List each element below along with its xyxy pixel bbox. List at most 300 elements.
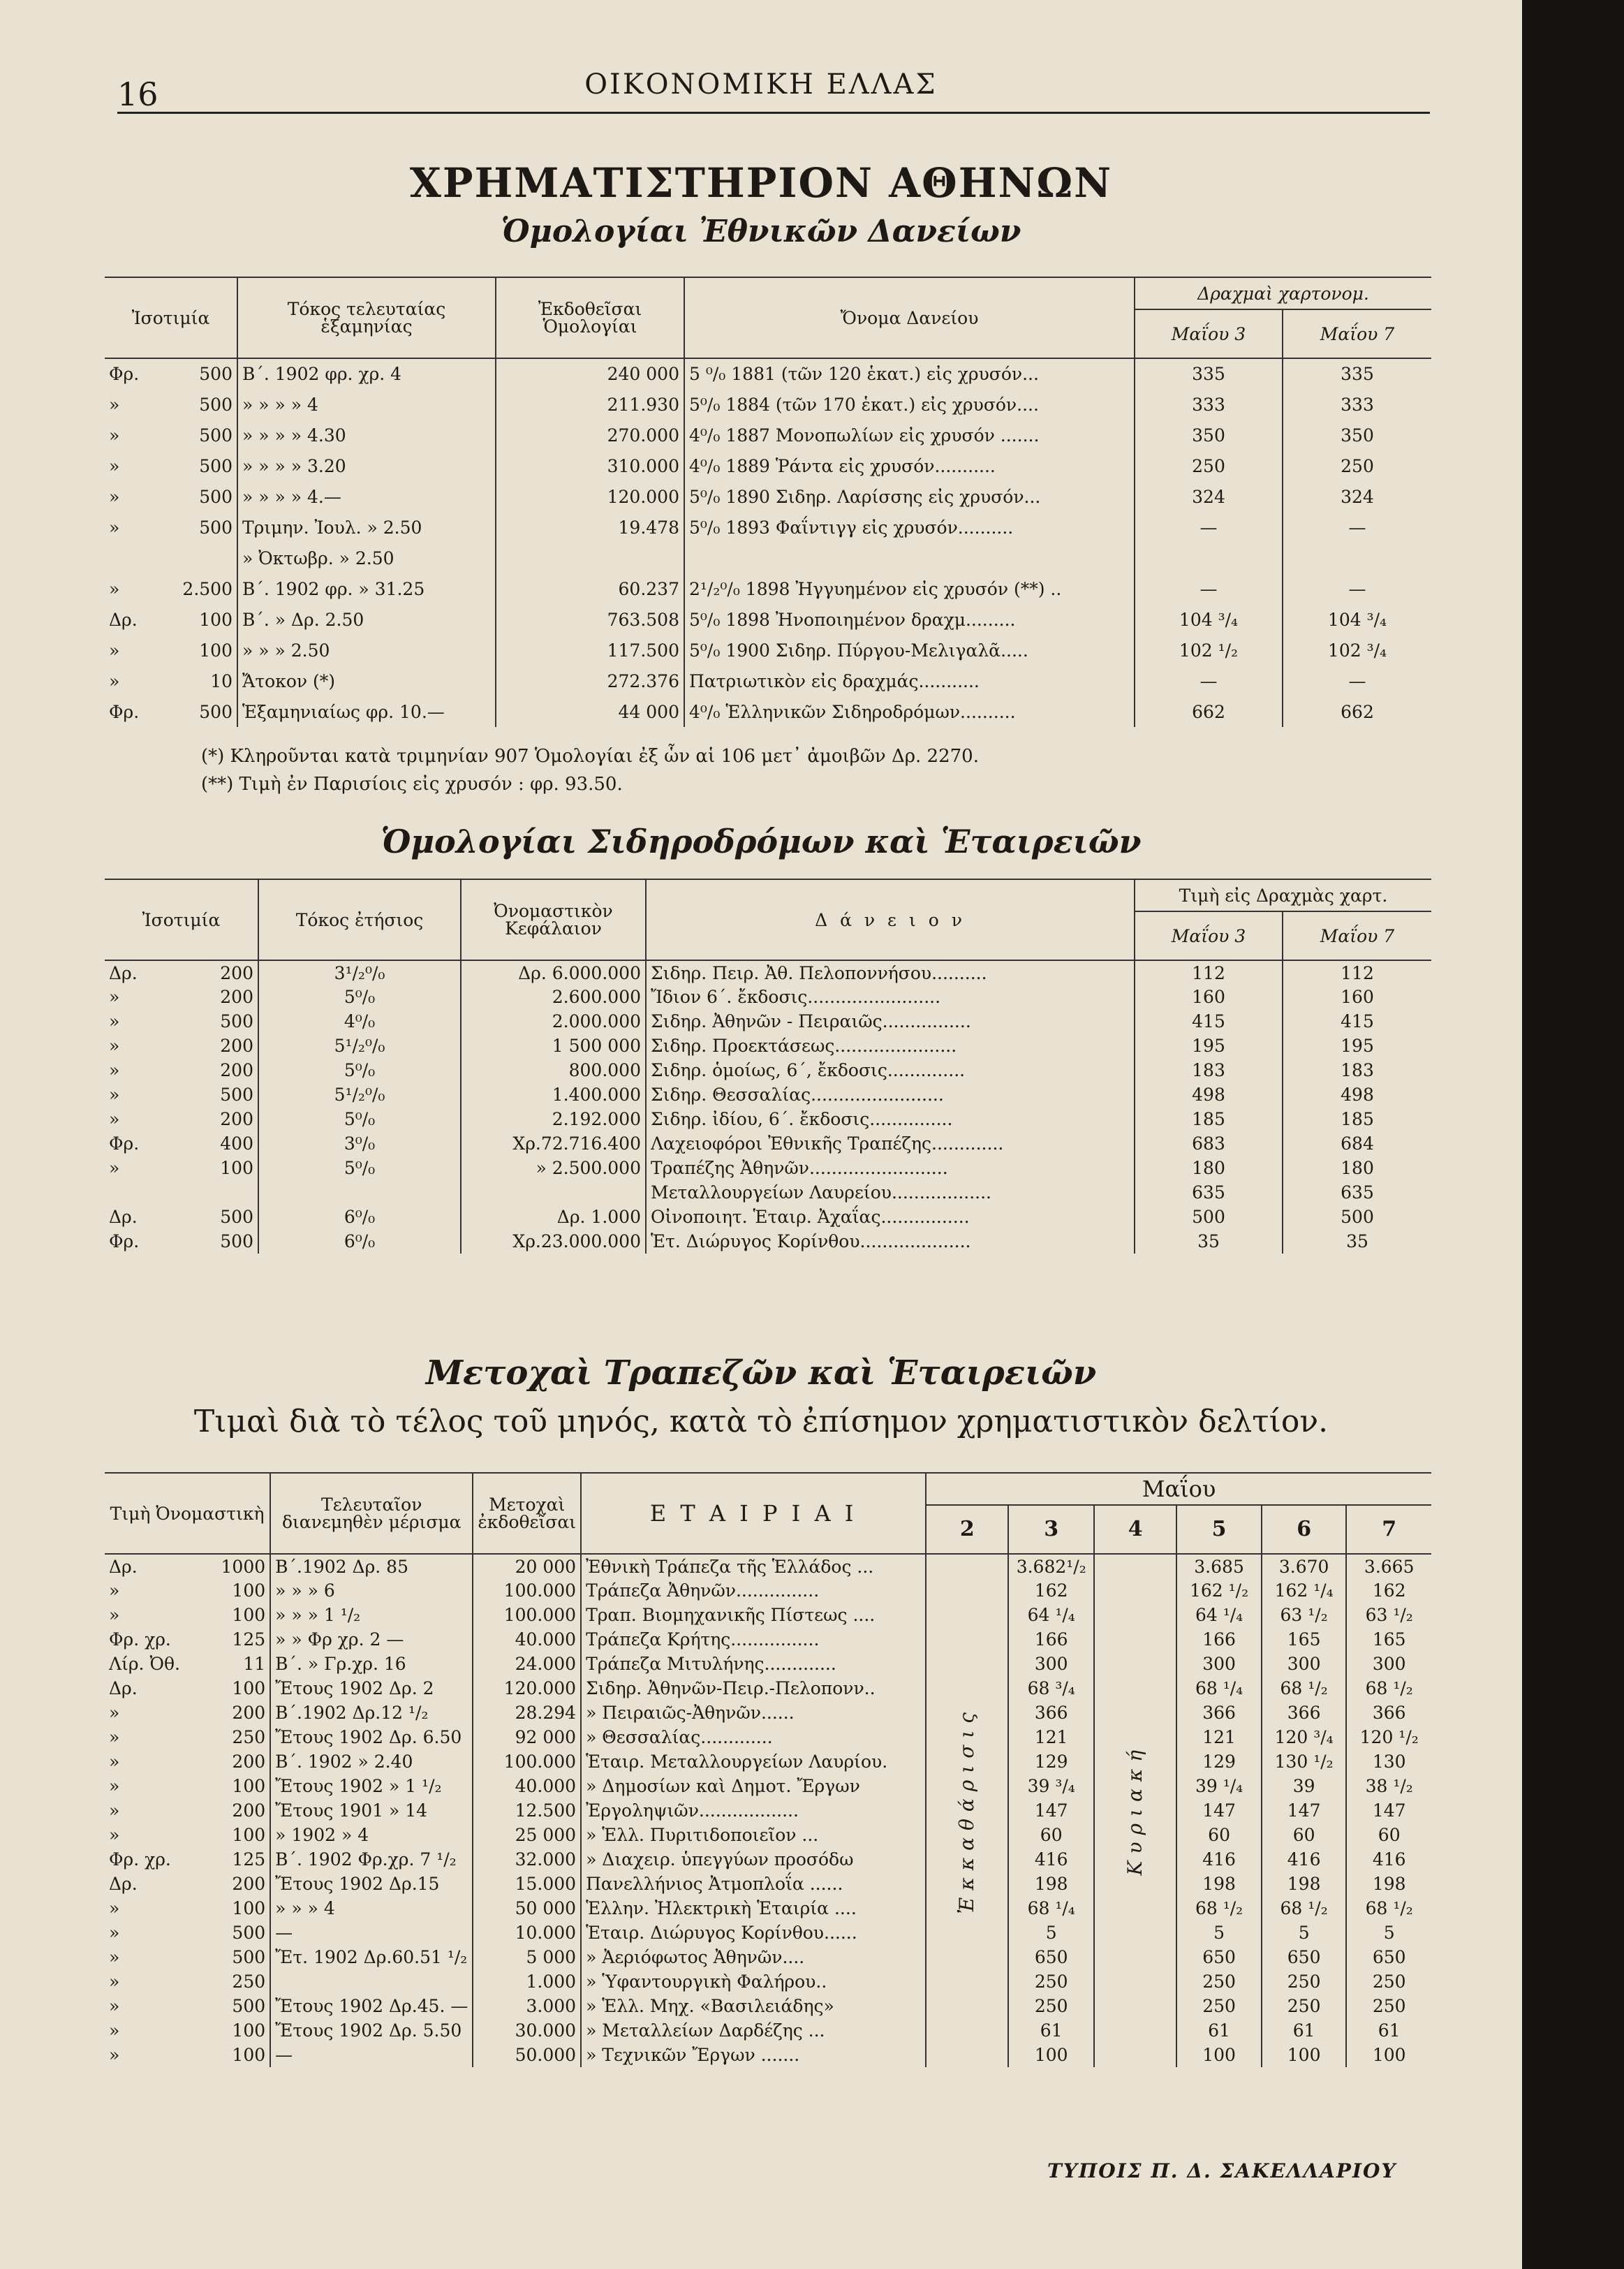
nominal-cell: 250 (205, 1969, 270, 1994)
currency-cell: Δρ. (109, 1874, 138, 1894)
capital-cell (461, 1180, 646, 1205)
header-rule (117, 112, 1430, 114)
company-cell: » Ἑλλ. Πυριτιδοποιεῖον ... (581, 1823, 926, 1847)
price-may-7-cell: 415 (1341, 1011, 1374, 1031)
footnote-2: (**) Τιμὴ ἐν Παρισίοις εἰς χρυσόν : φρ. 93.50. (201, 774, 623, 795)
dividend-cell (270, 1969, 473, 1994)
printer-imprint: ΤΥΠΟΙΣ Π. Δ. ΣΑΚΕΛΛΑΡΙΟΥ (1047, 2159, 1397, 2182)
dividend-cell: — (270, 1921, 473, 1945)
col-issued: Ἐκδοθεῖσαι Ὁμολογίαι (496, 277, 684, 358)
price-may-3-cell: 121 (1008, 1725, 1093, 1749)
price-may-7-cell: 130 (1372, 1752, 1406, 1772)
loan-name-cell: 2¹/₂⁰/₀ 1898 Ἠγγυημένον εἰς χρυσόν (**) .. (684, 573, 1135, 604)
price-may-5-cell: 366 (1176, 1701, 1262, 1725)
currency-cell: Δρ. (109, 1678, 138, 1698)
col-shares: Μετοχαὶ ἐκδοθεῖσαι (473, 1473, 581, 1554)
price-may-7-cell: 500 (1341, 1207, 1374, 1227)
price-may-6-cell: 650 (1262, 1945, 1347, 1969)
shares-subtitle: Τιμαὶ διὰ τὸ τέλος τοῦ μηνός, κατὰ τὸ ἐπίσημον χρηματιστικὸν δελτίον. (193, 1404, 1329, 1439)
nominal-cell: 500 (205, 1921, 270, 1945)
may-2-settlement-label: Ἐκκαθάρισις (955, 1705, 979, 1914)
capital-cell: » 2.500.000 (461, 1156, 646, 1180)
loan-name-cell: 4⁰/₀ 1889 Ῥάντα εἰς χρυσόν........... (684, 450, 1135, 481)
table-row (105, 1107, 1431, 1131)
shares-cell: 32.000 (473, 1847, 581, 1872)
shares-cell: 1.000 (473, 1969, 581, 1994)
company-cell: Τράπεζα Κρήτης................ (581, 1627, 926, 1652)
price-may-3-cell: 3.682¹/₂ (1008, 1554, 1093, 1578)
may-2-settlement (926, 1554, 1008, 2067)
price-may-3-cell: 60 (1008, 1823, 1093, 1847)
par-cell: 500 (171, 1229, 258, 1254)
loan-cell: Σιδηρ. Ἀθηνῶν - Πειραιῶς................ (646, 1009, 1135, 1034)
col-date-1: Μαΐου 3 (1135, 309, 1283, 358)
price-may-3-cell: 61 (1008, 2018, 1093, 2043)
table-row (105, 1701, 1431, 1725)
company-cell: Τράπεζα Ἀθηνῶν............... (581, 1578, 926, 1603)
currency-cell: » (109, 394, 120, 415)
price-may-3-cell: 102 ¹/₂ (1135, 635, 1283, 666)
table-row (105, 450, 1431, 481)
issued-cell: 44 000 (496, 696, 684, 727)
price-may-7-cell: 183 (1341, 1060, 1374, 1080)
issued-cell: 211.930 (496, 389, 684, 420)
page-number: 16 (117, 75, 158, 113)
table-row (105, 358, 1431, 389)
nominal-cell: 125 (205, 1847, 270, 1872)
company-cell: » Τεχνικῶν Ἔργων ....... (581, 2043, 926, 2067)
price-may-6-cell: 130 ¹/₂ (1262, 1749, 1347, 1774)
par-cell: 500 (171, 1205, 258, 1229)
dividend-cell: » » » 4 (270, 1896, 473, 1921)
currency-cell: Φρ. (109, 364, 140, 384)
loan-cell: Μεταλλουργείων Λαυρείου.................. (646, 1180, 1135, 1205)
company-cell: Πανελλήνιος Ἀτμοπλοΐα ...... (581, 1872, 926, 1896)
table-row (105, 1847, 1431, 1872)
par-cell: 2.500 (168, 573, 237, 604)
currency-cell: Φρ. χρ. (109, 1629, 171, 1650)
loan-cell: Οἰνοποιητ. Ἑταιρ. Ἀχαΐας................ (646, 1205, 1135, 1229)
shares-cell: 20 000 (473, 1554, 581, 1578)
loan-cell: Ἴδιον 6΄. ἔκδοσις........................ (646, 985, 1135, 1009)
col-day-4: 4 (1094, 1505, 1176, 1554)
issued-cell: 19.478 (496, 512, 684, 543)
table-row (105, 1554, 1431, 1578)
shares-cell: 100.000 (473, 1603, 581, 1627)
table-row (105, 1627, 1431, 1652)
price-may-3-cell: 635 (1135, 1180, 1283, 1205)
par-cell: 500 (168, 512, 237, 543)
price-may-3-cell: 300 (1008, 1652, 1093, 1676)
table-row (105, 1798, 1431, 1823)
table-row (105, 1180, 1431, 1205)
col-coupon: Τόκος ἐτήσιος (258, 879, 461, 960)
coupon-cell (258, 1180, 461, 1205)
page-edge-shadow (1522, 0, 1624, 2269)
may-4-sunday (1094, 1554, 1176, 2067)
table-row (105, 1603, 1431, 1627)
coupon-cell: 5¹/₂⁰/₀ (258, 1082, 461, 1107)
loan-name-cell: 5⁰/₀ 1900 Σιδηρ. Πύργου-Μελιγαλᾶ..... (684, 635, 1135, 666)
capital-cell: 2.600.000 (461, 985, 646, 1009)
price-may-3-cell: 160 (1135, 985, 1283, 1009)
nominal-cell: 100 (205, 1676, 270, 1701)
table-row (105, 543, 1431, 573)
company-cell: » Διαχειρ. ὑπεγγύων προσόδω (581, 1847, 926, 1872)
loan-name-cell: 5⁰/₀ 1884 (τῶν 170 ἑκατ.) εἰς χρυσόν.... (684, 389, 1135, 420)
price-may-3-cell: 5 (1008, 1921, 1093, 1945)
currency-cell: » (109, 517, 120, 538)
price-may-3-cell: 64 ¹/₄ (1008, 1603, 1093, 1627)
price-may-3-cell: 39 ³/₄ (1008, 1774, 1093, 1798)
price-may-3-cell: 198 (1008, 1872, 1093, 1896)
price-may-5-cell: 147 (1176, 1798, 1262, 1823)
price-may-3-cell: 162 (1008, 1578, 1093, 1603)
col-loan: Δ ά ν ε ι ο ν (646, 879, 1135, 960)
currency-cell: Δρ. (109, 1556, 138, 1577)
nominal-cell: 200 (205, 1701, 270, 1725)
price-may-5-cell: 416 (1176, 1847, 1262, 1872)
price-may-5-cell: 5 (1176, 1921, 1262, 1945)
table-row (105, 1578, 1431, 1603)
price-may-6-cell: 162 ¹/₄ (1262, 1578, 1347, 1603)
issued-cell: 270.000 (496, 420, 684, 450)
capital-cell: Δρ. 1.000 (461, 1205, 646, 1229)
price-may-5-cell: 300 (1176, 1652, 1262, 1676)
currency-cell: » (109, 1800, 120, 1821)
currency-cell: » (109, 1923, 120, 1943)
price-may-6-cell: 68 ¹/₂ (1262, 1676, 1347, 1701)
table-row (105, 1774, 1431, 1798)
price-may-5-cell: 166 (1176, 1627, 1262, 1652)
dividend-cell: Ἔτους 1902 Δρ. 5.50 (270, 2018, 473, 2043)
coupon-cell: 5⁰/₀ (258, 985, 461, 1009)
price-may-7-cell: — (1348, 578, 1366, 599)
loan-name-cell: 5⁰/₀ 1898 Ἠνοποιημένον δραχμ......... (684, 604, 1135, 635)
price-may-7-cell: 333 (1341, 394, 1374, 415)
issued-cell: 117.500 (496, 635, 684, 666)
company-cell: Τραπ. Βιομηχανικῆς Πίστεως .... (581, 1603, 926, 1627)
table-row (105, 604, 1431, 635)
currency-cell: » (109, 1752, 120, 1772)
col-group-prices: Δραχμαὶ χαρτονομ. (1135, 277, 1431, 309)
table-row (105, 666, 1431, 696)
price-may-3-cell: 415 (1135, 1009, 1283, 1034)
col-day-5: 5 (1176, 1505, 1262, 1554)
table-row (105, 1676, 1431, 1701)
table-row (105, 1969, 1431, 1994)
issued-cell (496, 543, 684, 573)
loan-cell: Λαχειοφόροι Ἐθνικῆς Τραπέζης............. (646, 1131, 1135, 1156)
dividend-cell: Ἔτ. 1902 Δρ.60.51 ¹/₂ (270, 1945, 473, 1969)
table-row (105, 1082, 1431, 1107)
price-may-7-cell: — (1348, 517, 1366, 538)
national-loans-table (105, 277, 1431, 727)
national-loans-heading: Ὁμολογίαι Ἐθνικῶν Δανείων (501, 214, 1021, 249)
loan-cell: Τραπέζης Ἀθηνῶν......................... (646, 1156, 1135, 1180)
col-par: Ἰσοτιμία (105, 277, 237, 358)
coupon-cell: 3⁰/₀ (258, 1131, 461, 1156)
nominal-cell: 500 (205, 1994, 270, 2018)
price-may-7-cell: 635 (1341, 1182, 1374, 1203)
col-par: Ἰσοτιμία (105, 879, 258, 960)
company-cell: » Θεσσαλίας............. (581, 1725, 926, 1749)
table-row (105, 696, 1431, 727)
price-may-7-cell: 250 (1372, 1971, 1406, 1992)
price-may-7-cell: 198 (1372, 1874, 1406, 1894)
company-cell: Τράπεζα Μιτυλήνης............. (581, 1652, 926, 1676)
shares-heading: Μετοχαὶ Τραπεζῶν καὶ Ἑταιρειῶν (425, 1353, 1097, 1393)
loan-cell: Σιδηρ. Θεσσαλίας........................ (646, 1082, 1135, 1107)
company-cell: » Ἑλλ. Μηχ. «Βασιλειάδης» (581, 1994, 926, 2018)
price-may-6-cell: 416 (1262, 1847, 1347, 1872)
price-may-7-cell: 102 ³/₄ (1327, 640, 1387, 661)
price-may-7-cell: 120 ¹/₂ (1359, 1727, 1419, 1747)
currency-cell: Δρ. (109, 962, 138, 983)
price-may-5-cell: 61 (1176, 2018, 1262, 2043)
nominal-cell: 100 (205, 2043, 270, 2067)
exchange-title: ΧΡΗΜΑΤΙΣΤΗΡΙΟΝ ΑΘΗΝΩΝ (409, 159, 1113, 207)
price-may-3-cell: 250 (1008, 1969, 1093, 1994)
loan-cell: Σιδηρ. ὁμοίως, 6΄, ἔκδοσις.............. (646, 1058, 1135, 1082)
price-may-7-cell: 162 (1372, 1580, 1406, 1601)
price-may-3-cell: 250 (1008, 1994, 1093, 2018)
currency-cell: » (109, 1109, 120, 1129)
nominal-cell: 11 (205, 1652, 270, 1676)
price-may-7-cell: 684 (1341, 1133, 1374, 1154)
coupon-cell: Τριμην. Ἰουλ. » 2.50 (237, 512, 496, 543)
price-may-3-cell: 195 (1135, 1034, 1283, 1058)
par-cell: 200 (171, 960, 258, 985)
capital-cell: 800.000 (461, 1058, 646, 1082)
company-cell: Ἐργοληψιῶν.................. (581, 1798, 926, 1823)
par-cell: 500 (168, 481, 237, 512)
nominal-cell: 100 (205, 2018, 270, 2043)
running-title: ΟΙΚΟΝΟΜΙΚΗ ΕΛΛΑΣ (584, 68, 938, 101)
shares-cell: 120.000 (473, 1676, 581, 1701)
price-may-6-cell: 366 (1262, 1701, 1347, 1725)
price-may-3-cell: 416 (1008, 1847, 1093, 1872)
dividend-cell: Β΄. » Γρ.χρ. 16 (270, 1652, 473, 1676)
shares-cell: 100.000 (473, 1578, 581, 1603)
loan-name-cell: 4⁰/₀ Ἑλληνικῶν Σιδηροδρόμων.......... (684, 696, 1135, 727)
coupon-cell: 6⁰/₀ (258, 1205, 461, 1229)
col-day-7: 7 (1346, 1505, 1431, 1554)
nominal-cell: 200 (205, 1872, 270, 1896)
currency-cell: » (109, 640, 120, 661)
railway-bonds-heading: Ὁμολογίαι Σιδηροδρόμων καὶ Ἑταιρειῶν (381, 823, 1142, 860)
dividend-cell: Β΄. 1902 » 2.40 (270, 1749, 473, 1774)
price-may-5-cell: 250 (1176, 1969, 1262, 1994)
currency-cell: » (109, 2020, 120, 2041)
capital-cell: 2.000.000 (461, 1009, 646, 1034)
price-may-6-cell: 61 (1262, 2018, 1347, 2043)
dividend-cell: Ἔτους 1902 » 1 ¹/₂ (270, 1774, 473, 1798)
shares-cell: 50.000 (473, 2043, 581, 2067)
par-cell (168, 543, 237, 573)
table-row (105, 1749, 1431, 1774)
par-cell: 500 (171, 1009, 258, 1034)
table-row (105, 2043, 1431, 2067)
currency-cell (105, 543, 168, 573)
price-may-7-cell: 195 (1341, 1036, 1374, 1056)
may-4-sunday-label: Κυριακή (1123, 1743, 1147, 1876)
price-may-7-cell: 160 (1341, 987, 1374, 1007)
currency-cell: » (109, 1947, 120, 1967)
dividend-cell: » » » 1 ¹/₂ (270, 1603, 473, 1627)
coupon-cell: Ἑξαμηνιαίως φρ. 10.— (237, 696, 496, 727)
currency-cell: » (109, 1971, 120, 1992)
shares-cell: 3.000 (473, 1994, 581, 2018)
price-may-7-cell: 662 (1341, 701, 1374, 722)
currency-cell: Φρ. (109, 1133, 140, 1154)
dividend-cell: » 1902 » 4 (270, 1823, 473, 1847)
price-may-7-cell: 165 (1372, 1629, 1406, 1650)
price-may-6-cell: 165 (1262, 1627, 1347, 1652)
col-day-6: 6 (1262, 1505, 1347, 1554)
par-cell: 500 (168, 420, 237, 450)
capital-cell: 1.400.000 (461, 1082, 646, 1107)
table-row (105, 2018, 1431, 2043)
table-row (105, 1896, 1431, 1921)
dividend-cell: Β΄.1902 Δρ. 85 (270, 1554, 473, 1578)
currency-cell: » (109, 1158, 120, 1178)
col-dividend: Τελευταῖον διανεμηθὲν μέρισμα (270, 1473, 473, 1554)
coupon-cell: 5¹/₂⁰/₀ (258, 1034, 461, 1058)
price-may-3-cell: 324 (1135, 481, 1283, 512)
currency-cell: » (109, 1085, 120, 1105)
price-may-7-cell: 38 ¹/₂ (1365, 1776, 1413, 1796)
coupon-cell: 5⁰/₀ (258, 1107, 461, 1131)
capital-cell: Χρ.72.716.400 (461, 1131, 646, 1156)
shares-cell: 100.000 (473, 1749, 581, 1774)
price-may-3-cell: — (1135, 573, 1283, 604)
coupon-cell: Ἄτοκον (*) (237, 666, 496, 696)
par-cell: 100 (168, 635, 237, 666)
price-may-6-cell: 300 (1262, 1652, 1347, 1676)
price-may-7-cell: 180 (1341, 1158, 1374, 1178)
nominal-cell: 100 (205, 1896, 270, 1921)
price-may-3-cell: 129 (1008, 1749, 1093, 1774)
col-coupon: Τόκος τελευταίας ἑξαμηνίας (237, 277, 496, 358)
par-cell: 500 (168, 358, 237, 389)
table-row (105, 1652, 1431, 1676)
company-cell: » Δημοσίων καὶ Δημοτ. Ἔργων (581, 1774, 926, 1798)
price-may-3-cell: 166 (1008, 1627, 1093, 1652)
nominal-cell: 250 (205, 1725, 270, 1749)
price-may-6-cell: 3.670 (1262, 1554, 1347, 1578)
issued-cell: 240 000 (496, 358, 684, 389)
price-may-7-cell: 68 ¹/₂ (1365, 1678, 1413, 1698)
table-row (105, 481, 1431, 512)
dividend-cell: » » Φρ χρ. 2 — (270, 1627, 473, 1652)
price-may-6-cell: 39 (1262, 1774, 1347, 1798)
loan-cell: Σιδηρ. Πειρ. Ἀθ. Πελοποννήσου.......... (646, 960, 1135, 985)
price-may-7-cell: 100 (1372, 2045, 1406, 2065)
loan-cell: Ἑτ. Διώρυγος Κορίνθου.................... (646, 1229, 1135, 1254)
price-may-3-cell: — (1135, 666, 1283, 696)
nominal-cell: 100 (205, 1603, 270, 1627)
price-may-3-cell: 366 (1008, 1701, 1093, 1725)
coupon-cell: 6⁰/₀ (258, 1229, 461, 1254)
par-cell: 500 (168, 696, 237, 727)
currency-cell: » (109, 1580, 120, 1601)
par-cell: 200 (171, 1107, 258, 1131)
price-may-3-cell: 112 (1135, 960, 1283, 985)
currency-cell: » (109, 1605, 120, 1625)
nominal-cell: 125 (205, 1627, 270, 1652)
par-cell: 400 (171, 1131, 258, 1156)
price-may-7-cell: 300 (1372, 1654, 1406, 1674)
price-may-6-cell: 120 ³/₄ (1262, 1725, 1347, 1749)
table-row (105, 420, 1431, 450)
price-may-5-cell: 39 ¹/₄ (1176, 1774, 1262, 1798)
price-may-7-cell: 366 (1372, 1703, 1406, 1723)
col-nominal: Τιμὴ Ὀνομαστικὴ (105, 1473, 270, 1554)
table-row (105, 1156, 1431, 1180)
currency-cell: Φρ. (109, 1231, 140, 1251)
table-row (105, 389, 1431, 420)
col-loan-name: Ὄνομα Δανείου (684, 277, 1135, 358)
price-may-3-cell: 35 (1135, 1229, 1283, 1254)
company-cell: Ἑταιρ. Διώρυγος Κορίνθου...... (581, 1921, 926, 1945)
price-may-7-cell: 335 (1341, 364, 1374, 384)
dividend-cell: Β΄. 1902 Φρ.χρ. 7 ¹/₂ (270, 1847, 473, 1872)
currency-cell: » (109, 670, 120, 691)
price-may-5-cell: 3.685 (1176, 1554, 1262, 1578)
currency-cell: » (109, 1703, 120, 1723)
issued-cell: 60.237 (496, 573, 684, 604)
price-may-7-cell: 3.665 (1364, 1556, 1415, 1577)
currency-cell: Φρ. χρ. (109, 1849, 171, 1870)
price-may-3-cell: 180 (1135, 1156, 1283, 1180)
price-may-3-cell: 100 (1008, 2043, 1093, 2067)
footnote-1: (*) Κληροῦνται κατὰ τριμηνίαν 907 Ὁμολογίαι ἐξ ὧν αἱ 106 μετ᾽ ἀμοιβῶν Δρ. 2270. (201, 746, 979, 767)
coupon-cell: » » » » 4.— (237, 481, 496, 512)
company-cell: Ἑταιρ. Μεταλλουργείων Λαυρίου. (581, 1749, 926, 1774)
price-may-3-cell (1135, 543, 1283, 573)
loan-name-cell: Πατριωτικὸν εἰς δραχμάς........... (684, 666, 1135, 696)
price-may-7-cell: 350 (1341, 425, 1374, 446)
table-row (105, 1921, 1431, 1945)
company-cell: Ἑλλην. Ἠλεκτρικὴ Ἑταιρία .... (581, 1896, 926, 1921)
loan-name-cell: 5⁰/₀ 1893 Φαΐντιγγ εἰς χρυσόν.......... (684, 512, 1135, 543)
price-may-5-cell: 250 (1176, 1994, 1262, 2018)
price-may-6-cell: 60 (1262, 1823, 1347, 1847)
dividend-cell: Ἔτους 1902 Δρ. 6.50 (270, 1725, 473, 1749)
price-may-7-cell: 250 (1372, 1996, 1406, 2016)
coupon-cell: Β΄. » Δρ. 2.50 (237, 604, 496, 635)
table-row (105, 1131, 1431, 1156)
price-may-7-cell: 35 (1346, 1231, 1368, 1251)
dividend-cell: Ἔτους 1901 » 14 (270, 1798, 473, 1823)
nominal-cell: 500 (205, 1945, 270, 1969)
dividend-cell: Ἔτους 1902 Δρ. 2 (270, 1676, 473, 1701)
price-may-5-cell: 68 ¹/₂ (1176, 1896, 1262, 1921)
currency-cell: » (109, 1036, 120, 1056)
price-may-7-cell: 104 ³/₄ (1327, 609, 1387, 630)
price-may-7-cell (1283, 543, 1431, 573)
price-may-7-cell: 63 ¹/₂ (1365, 1605, 1413, 1625)
currency-cell: » (109, 1776, 120, 1796)
price-may-3-cell: 68 ³/₄ (1008, 1676, 1093, 1701)
coupon-cell: » Ὀκτωβρ. » 2.50 (237, 543, 496, 573)
capital-cell: Δρ. 6.000.000 (461, 960, 646, 985)
currency-cell: » (109, 1727, 120, 1747)
currency-cell: » (109, 987, 120, 1007)
par-cell: 500 (168, 450, 237, 481)
price-may-3-cell: 333 (1135, 389, 1283, 420)
